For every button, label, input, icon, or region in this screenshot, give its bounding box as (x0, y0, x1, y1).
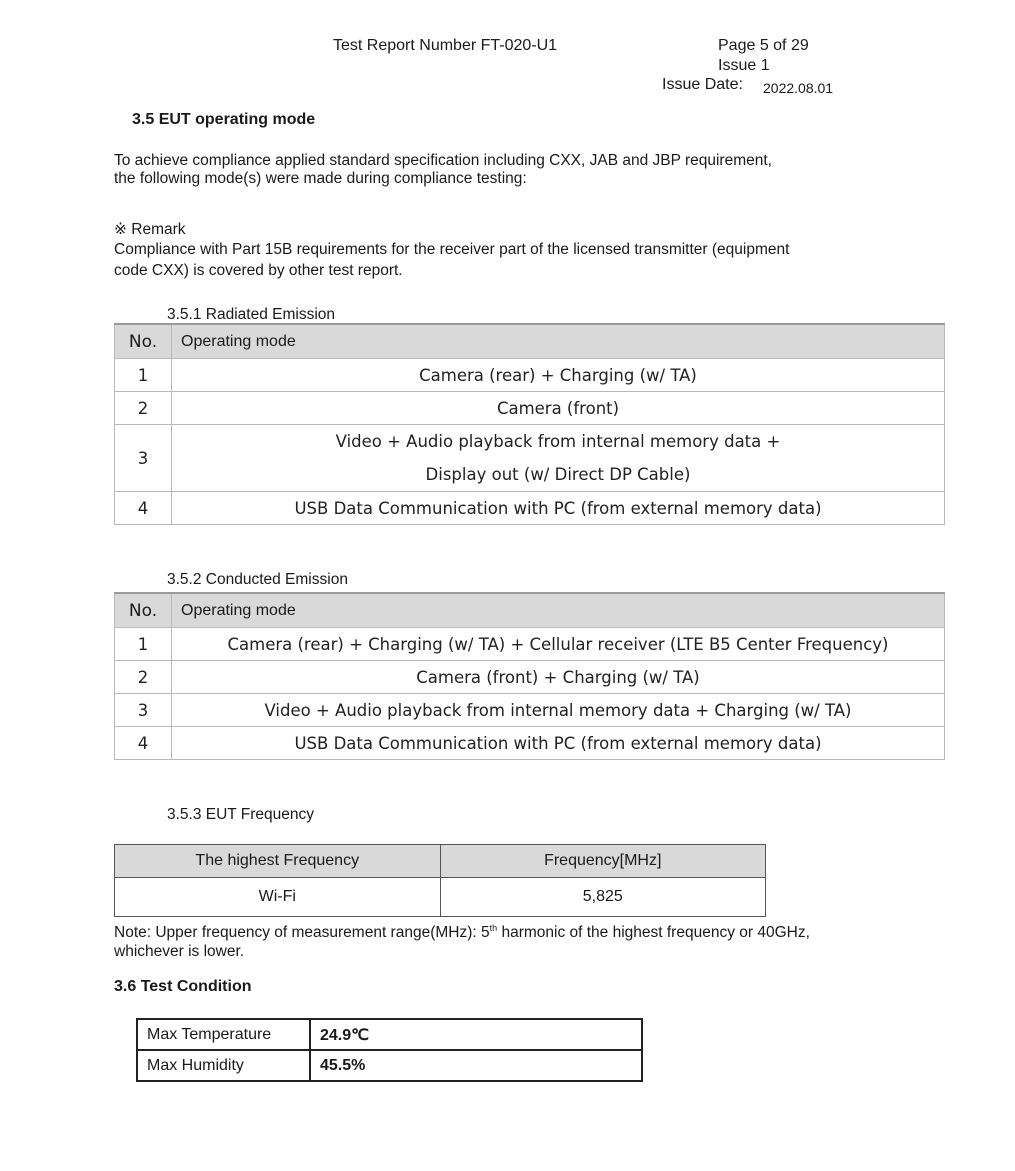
table-header-row (115, 593, 945, 628)
table-row (115, 425, 945, 492)
row-no: 3 (115, 694, 172, 727)
section-3-6-title: 3.6 Test Condition (114, 978, 252, 995)
issue-date-label: Issue Date: (662, 76, 743, 93)
humidity-label: Max Humidity (137, 1050, 310, 1081)
radiated-title: 3.5.1 Radiated Emission (167, 306, 336, 323)
report-number: Test Report Number FT-020-U1 (333, 37, 558, 54)
conducted-title: 3.5.2 Conducted Emission (167, 571, 348, 588)
row-mode: USB Data Communication with PC (from external memory data) (172, 492, 945, 525)
row-no: 2 (115, 392, 172, 425)
table-row (115, 727, 945, 760)
row-no: 3 (115, 425, 172, 492)
note-superscript: th (489, 923, 498, 933)
row-no: 2 (115, 661, 172, 694)
table-header-row (115, 845, 766, 878)
table-header-row (115, 324, 945, 359)
page-number: Page 5 of 29 (718, 37, 809, 54)
table-row (115, 661, 945, 694)
remark-line-2: code CXX) is covered by other test report. (114, 262, 403, 279)
section-3-5-title: 3.5 EUT operating mode (132, 111, 316, 128)
intro-line-2: the following mode(s) were made during compliance testing: (114, 170, 527, 187)
table-row (115, 392, 945, 425)
frequency-name: Wi-Fi (115, 878, 441, 917)
eut-frequency-table (114, 844, 766, 917)
remark-line-1: Compliance with Part 15B requirements for the receiver part of the licensed transmitter (equipment (114, 241, 790, 258)
row-mode: USB Data Communication with PC (from external memory data) (172, 727, 945, 760)
row-mode: Camera (front) + Charging (w/ TA) (172, 661, 945, 694)
note-line-1 (114, 919, 810, 942)
eut-frequency-title: 3.5.3 EUT Frequency (167, 806, 315, 823)
issue-number: Issue 1 (718, 57, 770, 74)
row-mode: Camera (rear) + Charging (w/ TA) + Cellular receiver (LTE B5 Center Frequency) (172, 628, 945, 661)
col-mode-header: Operating mode (172, 593, 945, 628)
col-no-header: No. (115, 324, 172, 359)
col-no-header: No. (115, 593, 172, 628)
row-mode: Video + Audio playback from internal memory data + Charging (w/ TA) (172, 694, 945, 727)
note-line-2: whichever is lower. (114, 943, 245, 961)
row-mode: Camera (front) (172, 392, 945, 425)
row-no: 1 (115, 628, 172, 661)
humidity-value: 45.5% (310, 1050, 642, 1081)
row-mode: Camera (rear) + Charging (w/ TA) (172, 359, 945, 392)
conducted-table (114, 592, 945, 760)
test-condition-table (136, 1018, 643, 1082)
table-row (115, 359, 945, 392)
row-mode (172, 425, 945, 492)
frequency-note (114, 919, 810, 961)
issue-date-value: 2022.08.01 (763, 80, 834, 96)
row-mode-line-1: Video + Audio playback from internal memory data + (335, 432, 781, 451)
intro-line-1: To achieve compliance applied standard specification including CXX, JAB and JBP requirement, (114, 152, 772, 169)
row-no: 4 (115, 492, 172, 525)
frequency-value: 5,825 (440, 878, 766, 917)
table-row (115, 694, 945, 727)
row-no: 4 (115, 727, 172, 760)
row-no: 1 (115, 359, 172, 392)
col-mode-header: Operating mode (172, 324, 945, 359)
table-row (137, 1019, 642, 1050)
temperature-label: Max Temperature (137, 1019, 310, 1050)
table-row (115, 628, 945, 661)
temperature-value: 24.9℃ (310, 1019, 642, 1050)
table-row (137, 1050, 642, 1081)
col-highest-header: The highest Frequency (115, 845, 441, 878)
table-row (115, 878, 766, 917)
radiated-table (114, 323, 945, 525)
intro-text (114, 152, 772, 188)
table-row (115, 492, 945, 525)
note-text: Note: Upper frequency of measurement range(MHz): 5 (114, 924, 490, 942)
remark-block (114, 221, 789, 280)
remark-title: ※ Remark (114, 221, 186, 238)
row-mode-line-2: Display out (w/ Direct DP Cable) (425, 465, 691, 484)
col-frequency-header: Frequency[MHz] (440, 845, 766, 878)
note-text-cont: harmonic of the highest frequency or 40GHz, (497, 924, 810, 942)
